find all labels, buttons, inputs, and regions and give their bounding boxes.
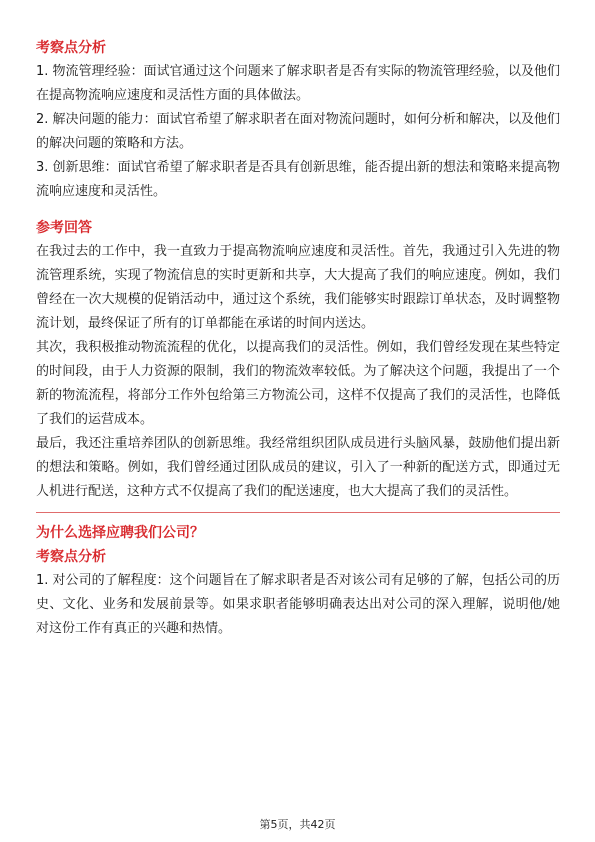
spacer xyxy=(36,513,560,521)
page-number: 第5页，共42页 xyxy=(259,818,336,831)
analysis-heading: 考察点分析 xyxy=(36,549,106,565)
question-title: 为什么选择应聘我们公司？ xyxy=(36,525,204,541)
answer-paragraph: 其次，我积极推动物流流程的优化，以提高我们的灵活性。例如，我们曾经发现在某些特定的时间段，由于人力资源的限制，我们的物流效率较低。为了解决这个问题，我提出了一个新的物流流程，将部分工作外包给第三方物流公司，这样不仅提高了我们的灵活性，也降低了我们的运营成本。 xyxy=(36,340,560,427)
analysis-item: 3. 创新思维：面试官希望了解求职者是否具有创新思维，能否提出新的想法和策略来提高物流响应速度和灵活性。 xyxy=(36,160,560,199)
analysis-heading: 考察点分析 xyxy=(36,40,106,56)
analysis-item: 2. 解决问题的能力：面试官希望了解求职者在面对物流问题时，如何分析和解决，以及他们的解决问题的策略和方法。 xyxy=(36,112,560,151)
analysis-item: 1. 物流管理经验：面试官通过这个问题来了解求职者是否有实际的物流管理经验，以及他们在提高物流响应速度和灵活性方面的具体做法。 xyxy=(36,64,560,103)
reference-answer-heading: 参考回答 xyxy=(36,220,92,236)
spacer xyxy=(36,204,560,216)
analysis-item: 1. 对公司的了解程度：这个问题旨在了解求职者是否对该公司有足够的了解，包括公司的历史、文化、业务和发展前景等。如果求职者能够明确表达出对公司的深入理解，说明他/她对这份工作有真正的兴趣和热情。 xyxy=(36,573,560,636)
answer-paragraph: 最后，我还注重培养团队的创新思维。我经常组织团队成员进行头脑风暴，鼓励他们提出新的想法和策略。例如，我们曾经通过团队成员的建议，引入了一种新的配送方式，即通过无人机进行配送，这种方式不仅提高了我们的配送速度，也大大提高了我们的灵活性。 xyxy=(36,436,560,499)
page-content xyxy=(36,36,560,641)
spacer xyxy=(36,504,560,512)
answer-paragraph: 在我过去的工作中，我一直致力于提高物流响应速度和灵活性。首先，我通过引入先进的物流管理系统，实现了物流信息的实时更新和共享，大大提高了我们的响应速度。例如，我们曾经在一次大规模的促销活动中，通过这个系统，我们能够实时跟踪订单状态，及时调整物流计划，最终保证了所有的订单都能在承诺的时间内送达。 xyxy=(36,244,560,331)
